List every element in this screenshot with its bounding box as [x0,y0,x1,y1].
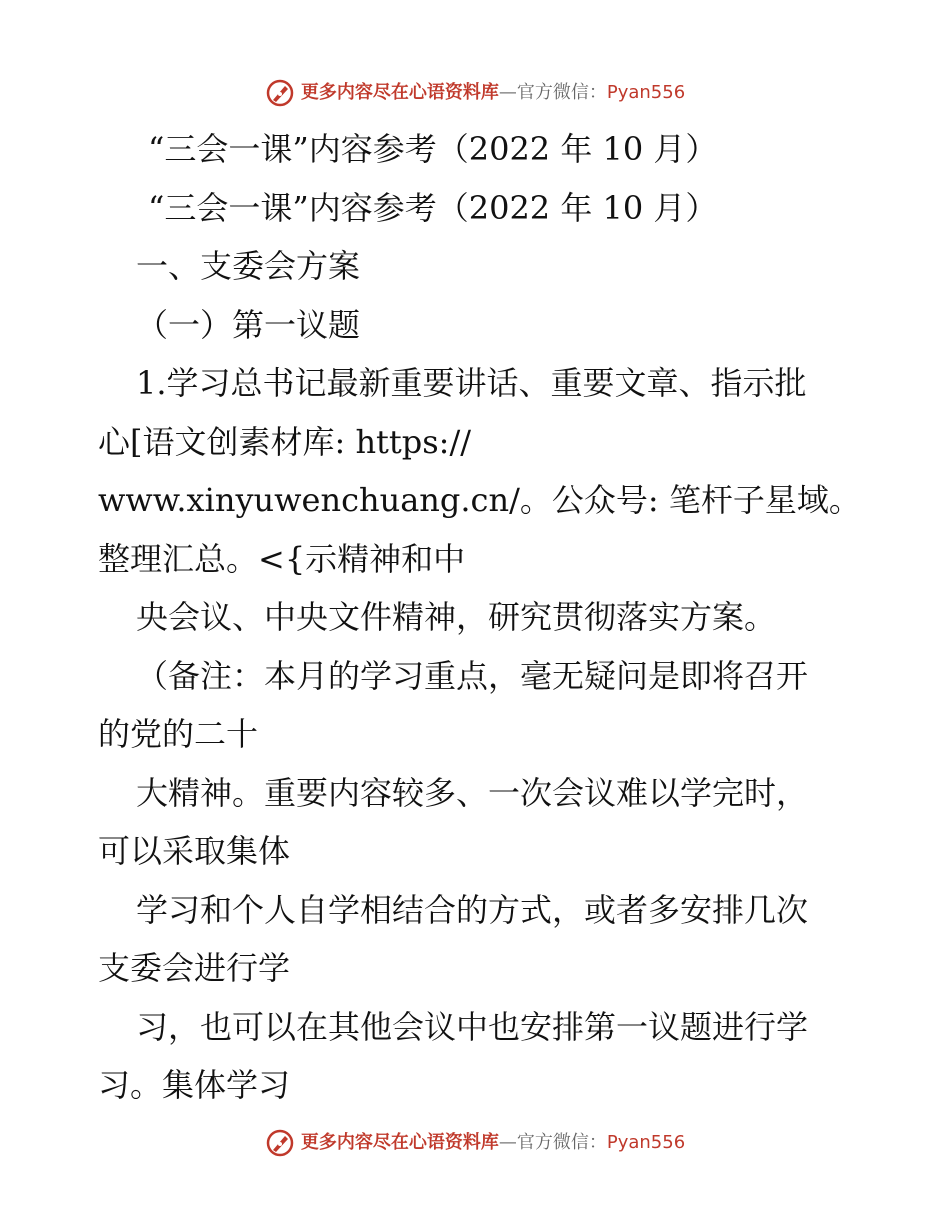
section-heading: 一、支委会方案 [136,247,361,285]
paragraph-line: （备注：本月的学习重点，毫无疑问是即将召开 [136,656,809,695]
pen-logo-icon [265,1128,295,1158]
paragraph-line: 支委会进行学 [98,949,291,987]
paragraph-line: 学习和个人自学相结合的方式，或者多安排几次 [136,890,809,929]
paragraph-line: 习。集体学习 [98,1066,291,1104]
banner-separator: — [498,82,517,103]
paragraph-line: 整理汇总。<{示精神和中 [98,539,466,578]
pen-logo-icon [265,78,295,108]
banner-wechat-label: 官方微信： [516,1132,607,1153]
footer-banner [0,1128,950,1158]
banner-wechat-id: Pyan556 [606,82,686,103]
banner-main-text: 更多内容尽在心语资料库 [300,1132,499,1153]
paragraph-line: 央会议、中央文件精神，研究贯彻落实方案。 [136,598,777,636]
document-body [98,120,861,1115]
banner-wechat-label: 官方微信： [516,82,607,103]
header-banner [0,78,950,108]
paragraph-line: 心[语文创素材库: https:// [98,422,472,461]
paragraph-line: 的党的二十 [98,715,259,753]
paragraph-line: 1.学习总书记最新重要讲话、重要文章、指示批 [136,364,807,402]
banner-main-text: 更多内容尽在心语资料库 [300,82,499,103]
paragraph-line: 习，也可以在其他会议中也安排第一议题进行学 [136,1007,809,1046]
document-title: “三会一课”内容参考（2022 年 10 月） [148,130,718,168]
document-title-repeat: “三会一课”内容参考（2022 年 10 月） [148,188,718,227]
banner-separator: — [498,1132,517,1153]
paragraph-line: 可以采取集体 [98,832,291,870]
banner-wechat-id: Pyan556 [606,1132,686,1153]
paragraph-line: www.xinyuwenchuang.cn/。公众号: 笔杆子星域。 [98,481,861,519]
subsection-heading: （一）第一议题 [136,305,361,344]
paragraph-line: 大精神。重要内容较多、一次会议难以学完时， [136,773,809,812]
